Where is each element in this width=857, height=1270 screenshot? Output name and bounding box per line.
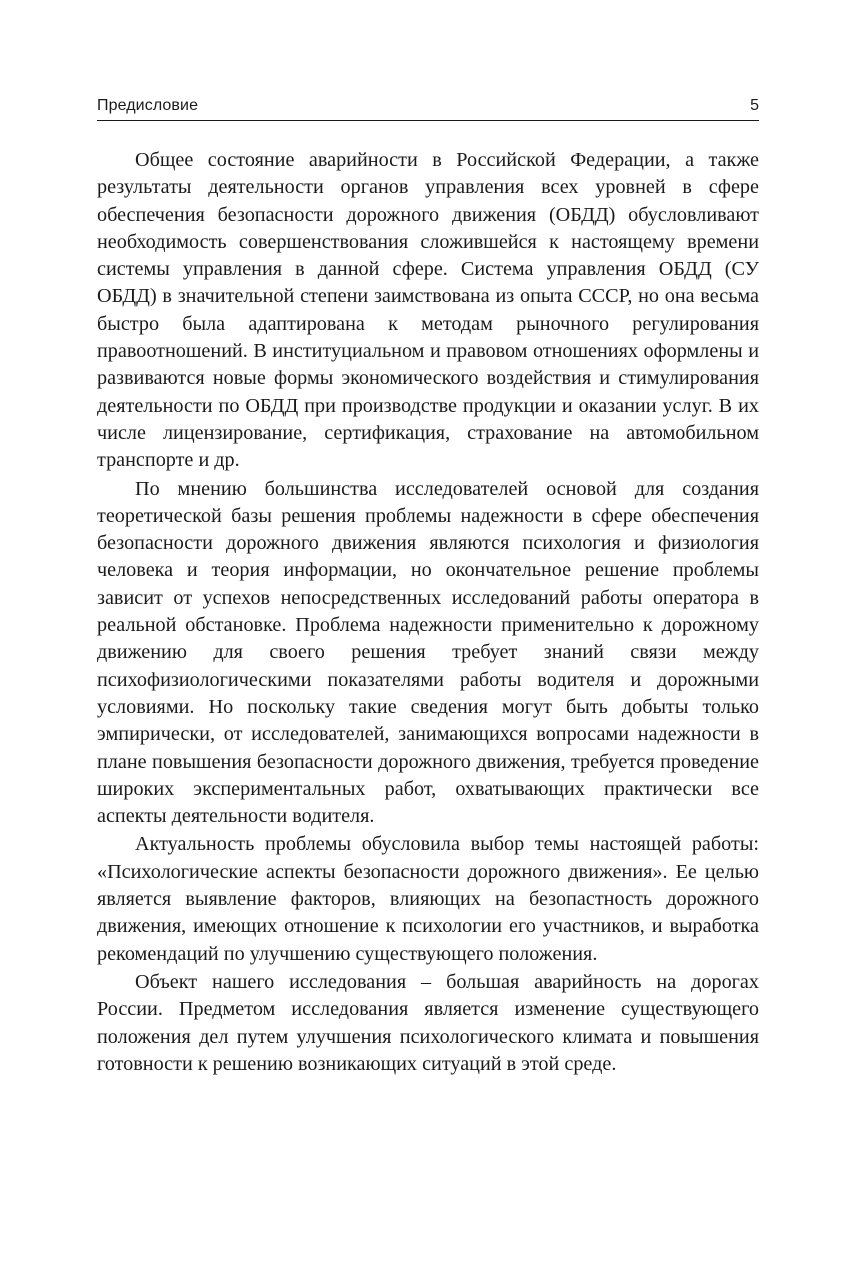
book-page	[97, 96, 759, 1079]
paragraph: Общее состояние аварийности в Российской Федерации, а также результаты деятельности органов управления всех уровней в сфере обеспечения безопасности дорожного движения (ОБДД) обусловливают необходимость совершенствования сложившейся к настоящему времени системы управления в данной сфере. Система управления ОБДД (СУ ОБДД) в значительной степени заимствована из опыта СССР, но она весьма быстро была адаптирована к методам рыночного регулирования правоотношений. В институциальном и правовом отношениях оформлены и развиваются новые формы экономического воздействия и стимулирования деятельности по ОБДД при производстве продукции и оказании услуг. В их числе лицензирование, сертификация, страхование на автомобильном транспорте и др.	[97, 149, 759, 472]
paragraph: По мнению большинства исследователей основой для создания теоретической базы решения проблемы надежности в сфере обеспечения безопасности дорожного движения являются психология и физиология человека и теория информации, но окончательное решение проблемы зависит от успехов непосредственных исследований работы оператора в реальной обстановке. Проблема надежности применительно к дорожному движению для своего решения требует знаний связи между психофизиологическими показателями работы водителя и дорожными условиями. Но поскольку такие сведения могут быть добыты только эмпирически, от исследователей, занимающихся вопросами надежности в плане повышения безопасности дорожного движения, требуется проведение широких экспериментальных работ, охватывающих практически все аспекты деятельности водителя.	[97, 477, 759, 828]
running-header	[97, 96, 759, 121]
paragraph: Объект нашего исследования – большая аварийность на дорогах России. Предметом исследования является изменение существующего положения дел путем улучшения психологического климата и повышения готовности к решению возникающих ситуаций в этой среде.	[97, 970, 759, 1075]
paragraph: Актуальность проблемы обусловила выбор темы настоящей работы: «Психологические аспекты безопасности дорожного движения». Ее целью является выявление факторов, влияющих на безопастность дорожного движения, имеющих отношение к психологии его участников, и выработка рекомендаций по улучшению существующего положения.	[97, 833, 759, 965]
section-title: Предисловие	[97, 97, 199, 114]
body-text	[97, 147, 759, 1078]
page-number: 5	[750, 97, 759, 114]
